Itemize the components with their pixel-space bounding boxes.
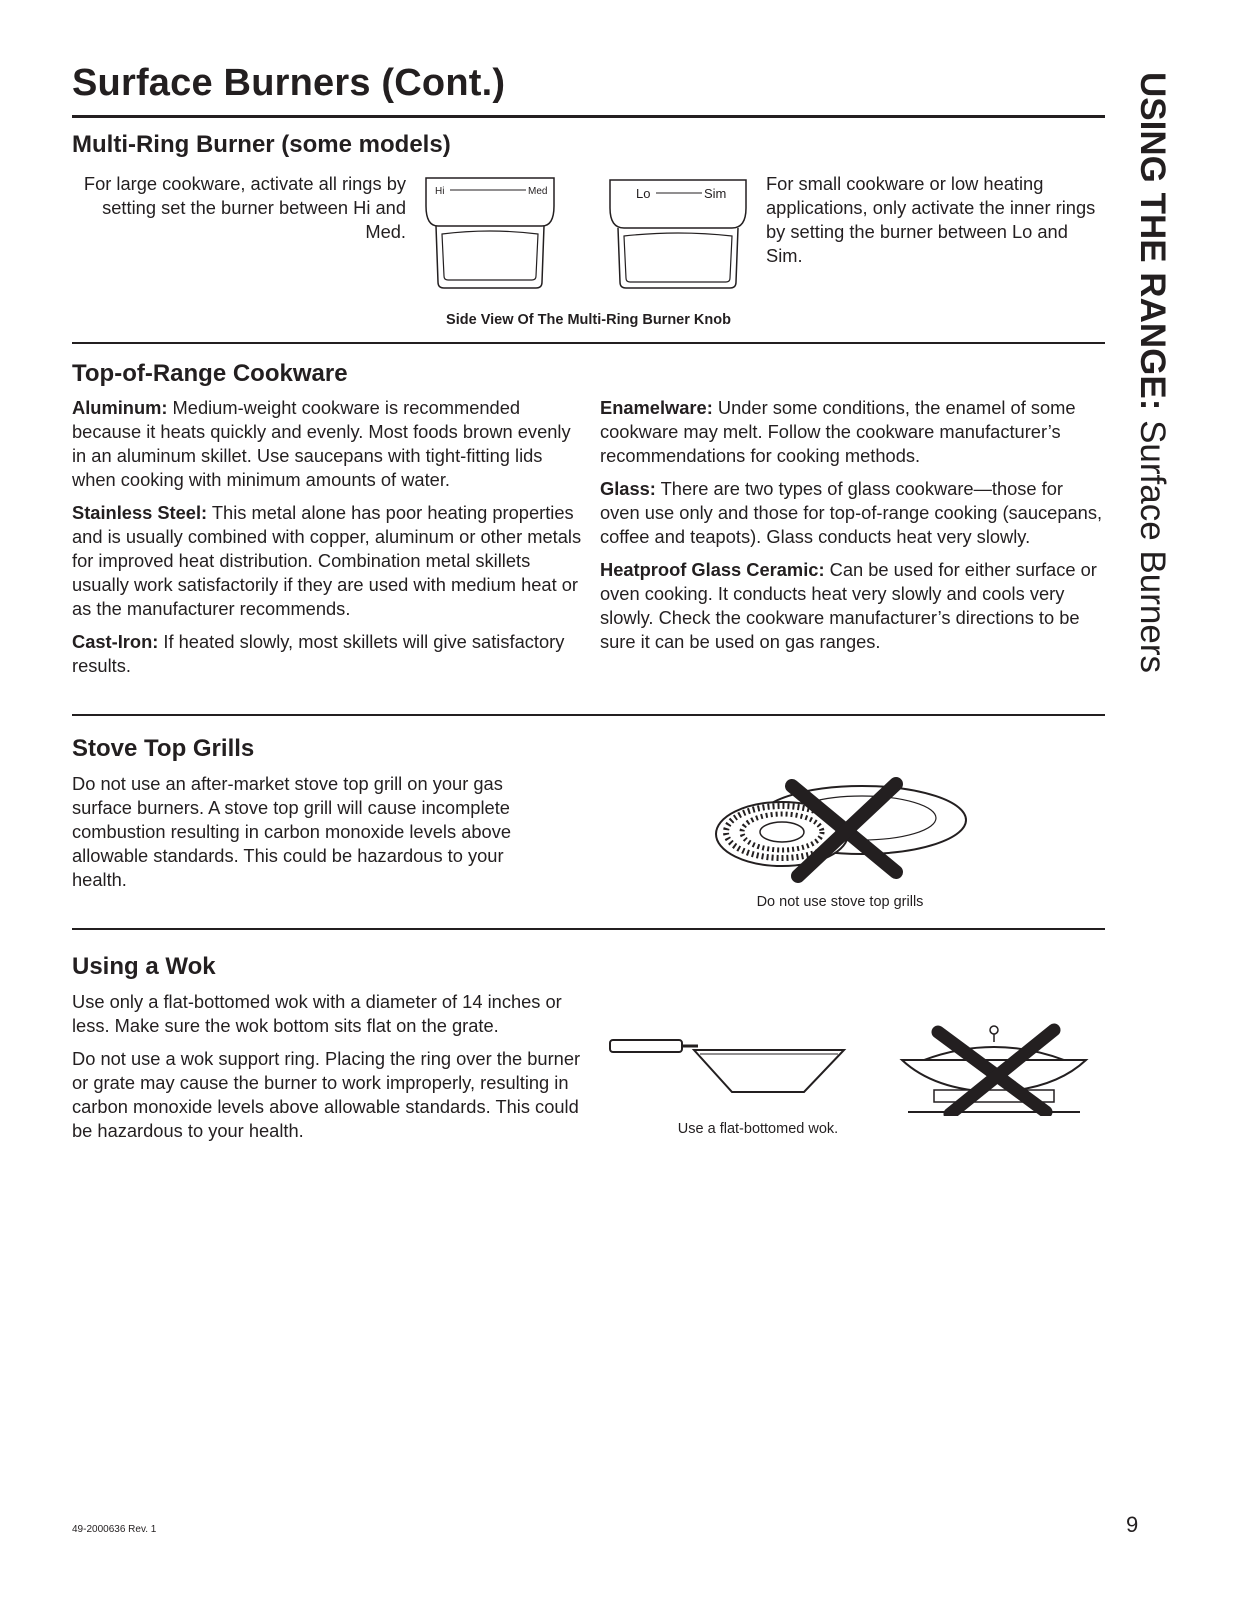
cookware-text: This metal alone has poor heating properties and is usually combined with copper, aluminum or other metals for improved heat distribution. Combination metal skillets usually work satisfactorily if they are used with medium heat or as the manufacturer recommends. [72,502,582,619]
document-code: 49-2000636 Rev. 1 [72,1524,157,1535]
multi-ring-left-text: For large cookware, activate all rings by setting set the burner between Hi and Med. [83,173,406,242]
cookware-item [72,501,582,621]
grills-text: Do not use an after-market stove top grill on your gas surface burners. A stove top grill will cause incomplete combustion resulting in carbon monoxide levels above allowable standards. This could be hazardous to your health. [72,773,511,890]
stove-grill-crossed-illustration [712,772,974,884]
knob1-left-label: Hi [435,186,445,197]
cookware-item [600,477,1105,549]
knob1-right-label: Med [528,186,548,197]
knob2-left-label: Lo [636,186,651,201]
section-rule [72,714,1105,716]
knob-lo-sim-illustration [604,172,752,292]
cookware-text: There are two types of glass cookware—those for oven use only and those for top-of-range cooking (saucepans, coffee and teapots). Glass conducts heat very slowly. [600,478,1103,547]
cookware-right-column [600,396,1105,663]
cookware-term: Stainless Steel: [72,502,208,523]
grills-heading: Stove Top Grills [72,735,255,762]
grills-caption: Do not use stove top grills [756,894,924,910]
flat-bottom-wok-illustration [608,1032,848,1102]
multi-ring-right-text: For small cookware or low heating applications, only activate the inner rings by setting the burner between Lo and Sim. [766,173,1096,266]
cookware-item [600,396,1105,468]
page-number: 9 [1126,1512,1139,1537]
cookware-left-column [72,396,582,687]
cookware-item [72,396,582,492]
multi-ring-heading: Multi-Ring Burner (some models) [72,131,451,158]
cookware-term: Heatproof Glass Ceramic: [600,559,825,580]
wok-caption: Use a flat-bottomed wok. [677,1121,839,1137]
wok-ring-crossed-illustration [894,1020,1094,1116]
cookware-term: Cast-Iron: [72,631,159,652]
wok-paragraph: Use only a flat-bottomed wok with a diameter of 14 inches or less. Make sure the wok bottom sits flat on the grate. [72,991,562,1036]
knob2-right-label: Sim [704,186,727,201]
cookware-term: Glass: [600,478,656,499]
side-tab-bold: USING THE RANGE: [1133,72,1172,411]
knob-hi-med-illustration [420,172,560,292]
cookware-item [72,630,582,678]
cookware-text: Can be used for either surface or oven cooking. It conducts heat very slowly and cools very slowly. Check the cookware manufacturer’s directions to be sure it can be used on gas ranges. [600,559,1097,652]
section-rule [72,342,1105,344]
cookware-item [600,558,1105,654]
side-tab-light: Surface Burners [1133,410,1172,673]
cookware-term: Aluminum: [72,397,168,418]
knob-caption: Side View Of The Multi-Ring Burner Knob [446,312,731,328]
side-tab [1132,72,1172,762]
cookware-heading: Top-of-Range Cookware [72,360,348,387]
cookware-term: Enamelware: [600,397,713,418]
wok-paragraph: Do not use a wok support ring. Placing the ring over the burner or grate may cause the burner to work improperly, resulting in carbon monoxide levels above allowable standards. This could be hazardous to your health. [72,1048,581,1141]
wok-heading: Using a Wok [72,953,216,980]
section-rule [72,928,1105,930]
wok-text [72,990,587,1152]
cookware-text: Under some conditions, the enamel of some cookware may melt. Follow the cookware manufacturer’s recommendations for cooking methods. [600,397,1076,466]
cookware-text: Medium-weight cookware is recommended because it heats quickly and evenly. Most foods brown evenly in an aluminum skillet. Use saucepans with tight-fitting lids when cooking with minimum amounts of water. [72,397,571,490]
page-title: Surface Burners (Cont.) [72,62,506,104]
title-rule [72,115,1105,118]
cookware-text: If heated slowly, most skillets will give satisfactory results. [72,631,565,676]
